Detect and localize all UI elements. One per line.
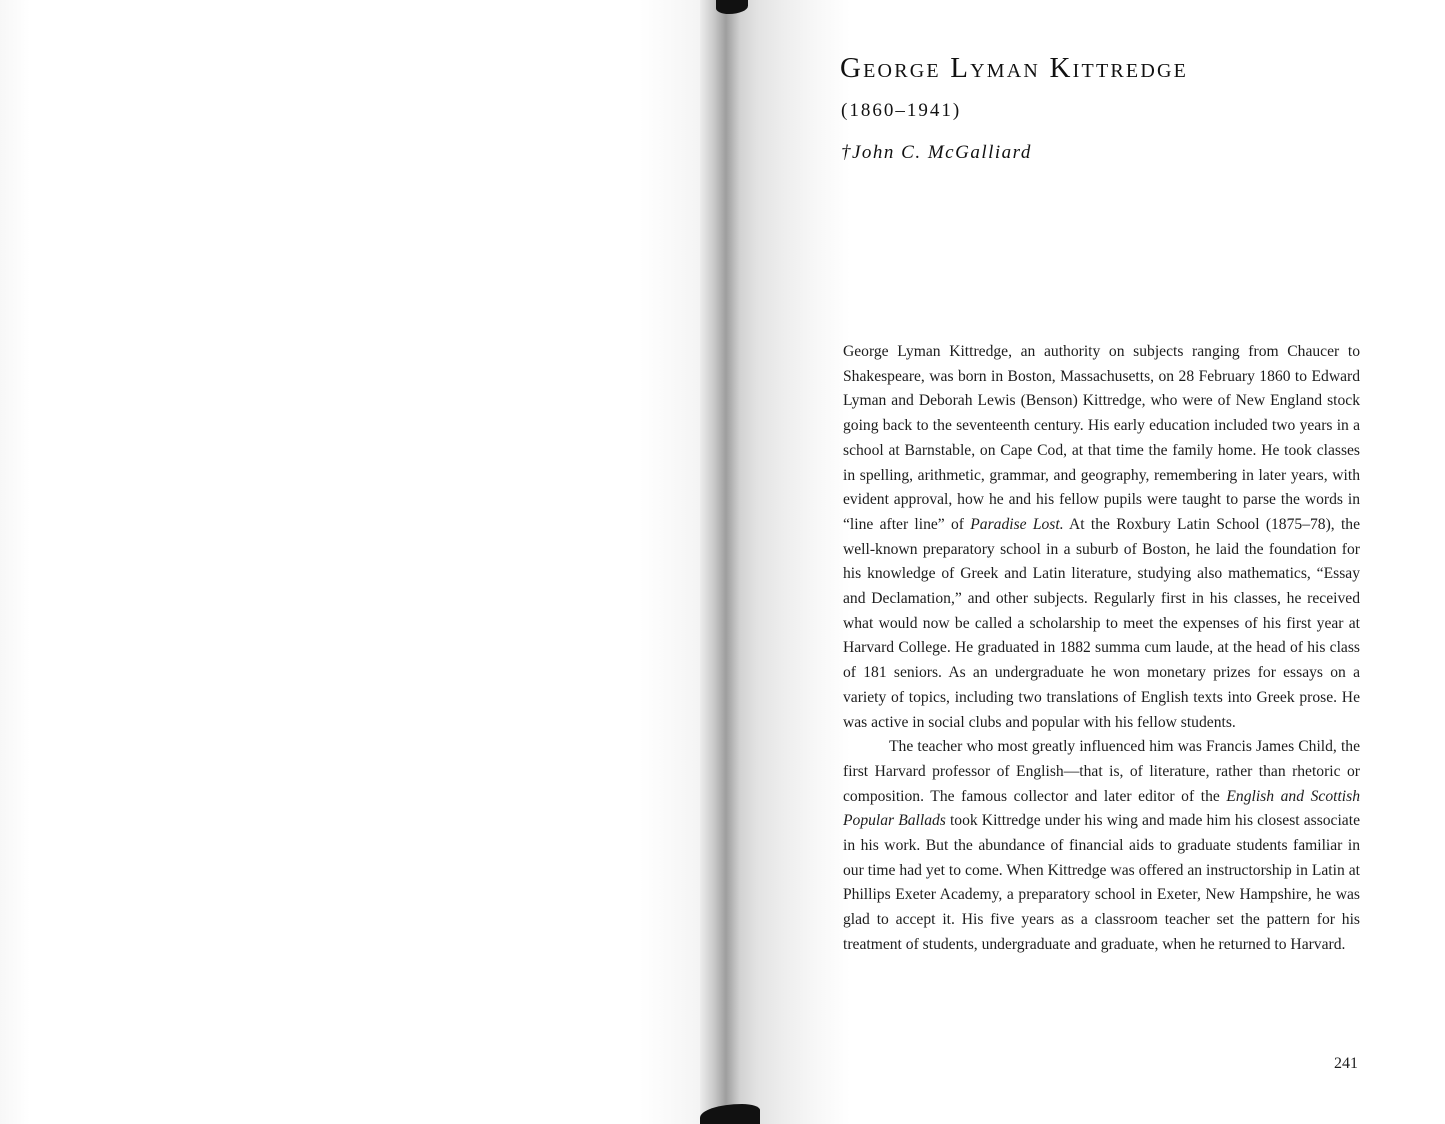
italic-title: Paradise Lost. (970, 515, 1064, 533)
author-byline: †John C. McGalliard (841, 142, 1032, 163)
italic-title: English and Scottish Popular Ballads (843, 787, 1360, 830)
text-run: George Lyman Kittredge, an authority on subjects ranging from Chaucer to Shakespeare, was born in Boston, Massachusetts, on 28 February 1860 to Edward Lyman and Deborah Lewis (Benson) Kittredge, who were of New England stock going back to the seventeenth century. His early education included two years in a school at Barnstable, on Cape Cod, at that time the family home. He took classes in spelling, arithmetic, grammar, and geography, remembering in later years, with evident approval, how he and his fellow pupils were taught to parse the words in “line after line” of (843, 343, 1360, 533)
text-run: took Kittredge under his wing and made him his closest associate in his work. But the abundance of financial aids to graduate students familiar in our time had yet to come. When Kittredge was offered an instructorship in Latin at Phillips Exeter Academy, a preparatory school in Exeter, New Hampshire, he was glad to accept it. His five years as a classroom teacher set the pattern for his treatment of students, undergraduate and graduate, when he returned to Harvard. (843, 812, 1360, 953)
chapter-title: George Lyman Kittredge (840, 52, 1189, 84)
page-number: 241 (1334, 1055, 1358, 1072)
body-text (843, 340, 1360, 958)
life-dates: (1860–1941) (841, 100, 962, 121)
text-run: At the Roxbury Latin School (1875–78), the well-known preparatory school in a suburb of Boston, he laid the foundation for his knowledge of Greek and Latin literature, studying also mathematics, “Essay and Declamation,” and other subjects. Regularly first in his classes, he received what would now be called a scholarship to meet the expenses of his first year at Harvard College. He graduated in 1882 summa cum laude, at the head of his class of 181 seniors. As an undergraduate he won monetary prizes for essays on a variety of topics, including two translations of English texts into Greek prose. He was active in social clubs and popular with his fellow students. (843, 515, 1360, 731)
blank-left-page (0, 0, 722, 1124)
paragraph-2 (843, 735, 1360, 957)
paragraph-1 (843, 340, 1360, 735)
text-run: The teacher who most greatly influenced him was Francis James Child, the first Harvard professor of English—that is, of literature, rather than rhetoric or composition. The famous collector and later editor of the (843, 738, 1360, 805)
